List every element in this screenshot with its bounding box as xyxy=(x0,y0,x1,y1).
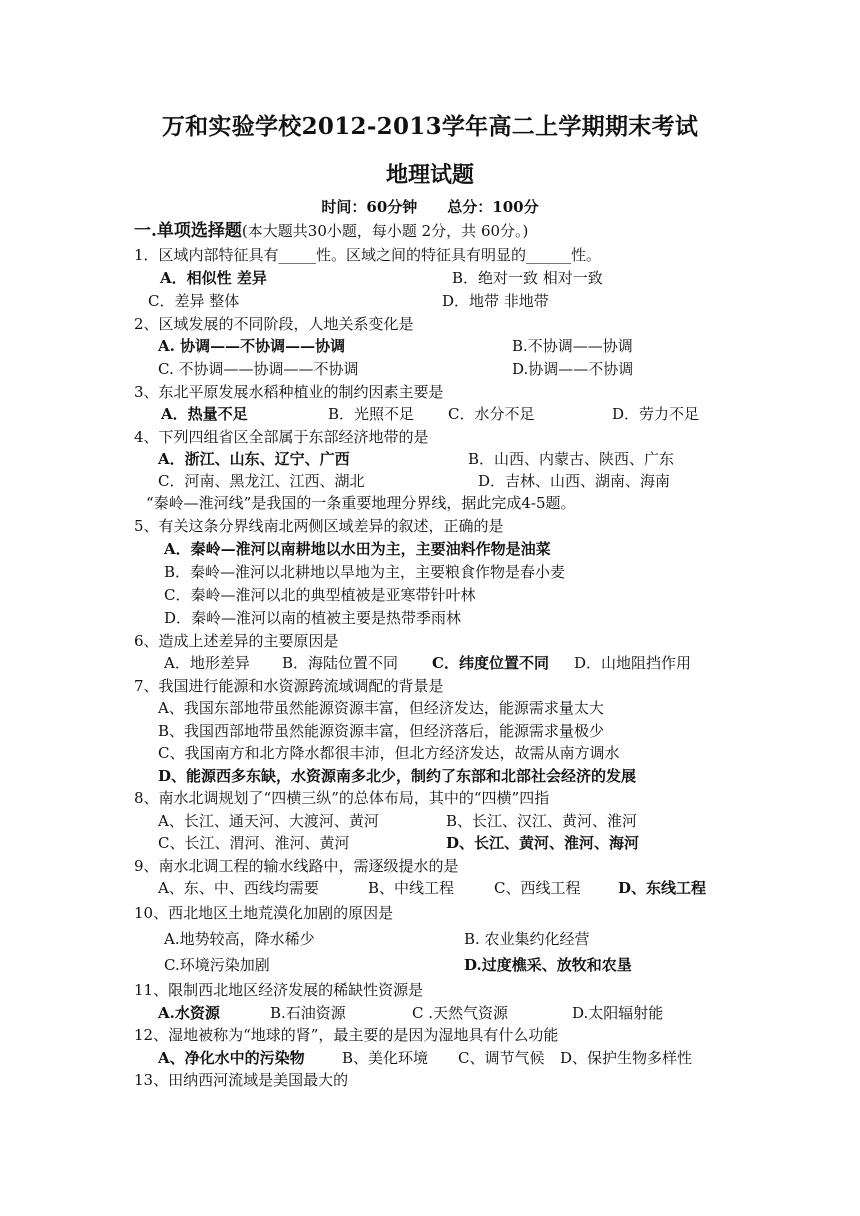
q12-option-c: C、调节气候 xyxy=(458,1049,545,1067)
q6-option-a: A．地形差异 xyxy=(164,654,250,672)
q3-option-c: C．水分不足 xyxy=(448,405,535,423)
section-title: 一.单项选择题 xyxy=(134,221,242,241)
exam-title: 万和实验学校2012-2013学年高二上学期期末考试 xyxy=(161,113,699,140)
q2-option-b: B.不协调——协调 xyxy=(512,337,633,355)
q7-stem: 7、我国进行能源和水资源跨流域调配的背景是 xyxy=(134,677,444,695)
q5-option-c: C．秦岭—淮河以北的典型植被是亚寒带针叶林 xyxy=(164,586,476,604)
q1-option-d: D．地带 非地带 xyxy=(442,292,549,310)
q2-option-a: A. 协调——不协调——协调 xyxy=(158,337,346,355)
q8-option-c: C、长江、渭河、淮河、黄河 xyxy=(158,834,350,852)
q1-option-a: A．相似性 差异 xyxy=(160,269,267,287)
q9-option-d: D、东线工程 xyxy=(618,879,707,897)
q8-option-d: D、长江、黄河、淮河、海河 xyxy=(446,834,640,852)
q3-option-d: D．劳力不足 xyxy=(612,405,700,423)
q12-option-d: D、保护生物多样性 xyxy=(560,1049,693,1067)
q5-stem: 5、有关这条分界线南北两侧区域差异的叙述，正确的是 xyxy=(134,517,504,535)
q13-stem: 13、田纳西河流域是美国最大的 xyxy=(134,1071,349,1089)
q10-option-c: C.环境污染加剧 xyxy=(164,956,270,974)
q6-option-d: D．山地阻挡作用 xyxy=(574,654,692,672)
q11-option-c: C .天然气资源 xyxy=(412,1004,509,1022)
q8-stem: 8、南水北调规划了“四横三纵”的总体布局，其中的“四横”四指 xyxy=(134,789,550,807)
q8-option-b: B、长江、汉江、黄河、淮河 xyxy=(446,812,638,830)
q7-option-a: A、我国东部地带虽然能源资源丰富，但经济发达，能源需求量太大 xyxy=(158,699,604,717)
q7-option-d: D、能源西多东缺，水资源南多北少，制约了东部和北部社会经济的发展 xyxy=(158,767,637,785)
q6-option-c: C．纬度位置不同 xyxy=(432,654,549,672)
q9-stem: 9、南水北调工程的输水线路中，需逐级提水的是 xyxy=(134,857,459,875)
q6-stem: 6、造成上述差异的主要原因是 xyxy=(134,632,339,650)
q8-option-a: A、长江、通天河、大渡河、黄河 xyxy=(158,812,379,830)
q12-option-b: B、美化环境 xyxy=(342,1049,429,1067)
exam-meta xyxy=(0,196,860,217)
q4-option-c: C．河南、黑龙江、江西、湖北 xyxy=(158,472,365,490)
q2-option-c: C. 不协调——协调——不协调 xyxy=(158,360,359,378)
exam-time: 时间：60分钟 xyxy=(321,198,418,216)
q1-stem: 1．区域内部特征具有_____性。区域之间的特征具有明显的______性。 xyxy=(134,246,602,264)
q12-option-a: A、净化水中的污染物 xyxy=(158,1049,305,1067)
q4-5-intro: “秦岭—淮河线”是我国的一条重要地理分界线，据此完成4-5题。 xyxy=(146,494,576,512)
q10-stem: 10、西北地区土地荒漠化加剧的原因是 xyxy=(134,904,394,922)
q3-stem: 3、东北平原发展水稻种植业的制约因素主要是 xyxy=(134,383,444,401)
q12-stem: 12、湿地被称为“地球的肾”，最主要的是因为湿地具有什么功能 xyxy=(134,1026,559,1044)
q6-option-b: B．海陆位置不同 xyxy=(282,654,399,672)
exam-score: 总分：100分 xyxy=(447,198,539,216)
q7-option-c: C、我国南方和北方降水都很丰沛，但北方经济发达，故需从南方调水 xyxy=(158,744,620,762)
q5-option-a: A．秦岭—淮河以南耕地以水田为主，主要油料作物是油菜 xyxy=(164,540,551,558)
q2-option-d: D.协调——不协调 xyxy=(512,360,634,378)
q9-option-c: C、西线工程 xyxy=(494,879,581,897)
q10-option-d: D.过度樵采、放牧和农垦 xyxy=(464,956,632,974)
q9-option-a: A、东、中、西线均需要 xyxy=(158,879,319,897)
q11-option-a: A.水资源 xyxy=(158,1004,220,1022)
q4-option-a: A．浙江、山东、辽宁、广西 xyxy=(158,450,350,468)
q3-option-a: A．热量不足 xyxy=(161,405,248,423)
section-note: (本大题共30小题，每小题 2分，共 60分。) xyxy=(241,222,529,240)
q1-option-b: B．绝对一致 相对一致 xyxy=(452,269,603,287)
q4-option-d: D．吉林、山西、湖南、海南 xyxy=(478,472,671,490)
q2-stem: 2、区域发展的不同阶段，人地关系变化是 xyxy=(134,315,414,333)
q7-option-b: B、我国西部地带虽然能源资源丰富，但经济落后，能源需求量极少 xyxy=(158,722,605,740)
q10-option-a: A.地势较高，降水稀少 xyxy=(164,930,315,948)
q9-option-b: B、中线工程 xyxy=(368,879,455,897)
q11-option-d: D.太阳辐射能 xyxy=(572,1004,664,1022)
exam-subtitle: 地理试题 xyxy=(385,162,474,188)
q10-option-b: B. 农业集约化经营 xyxy=(464,930,590,948)
q1-option-c: C．差异 整体 xyxy=(148,292,240,310)
section-heading xyxy=(134,220,528,242)
q3-option-b: B．光照不足 xyxy=(328,405,415,423)
q5-option-d: D．秦岭—淮河以南的植被主要是热带季雨林 xyxy=(164,609,462,627)
q4-stem: 4、下列四组省区全部属于东部经济地带的是 xyxy=(134,428,429,446)
q5-option-b: B．秦岭—淮河以北耕地以旱地为主，主要粮食作物是春小麦 xyxy=(164,563,566,581)
q11-stem: 11、限制西北地区经济发展的稀缺性资源是 xyxy=(134,981,424,999)
q4-option-b: B．山西、内蒙古、陕西、广东 xyxy=(468,450,675,468)
q11-option-b: B.石油资源 xyxy=(270,1004,346,1022)
